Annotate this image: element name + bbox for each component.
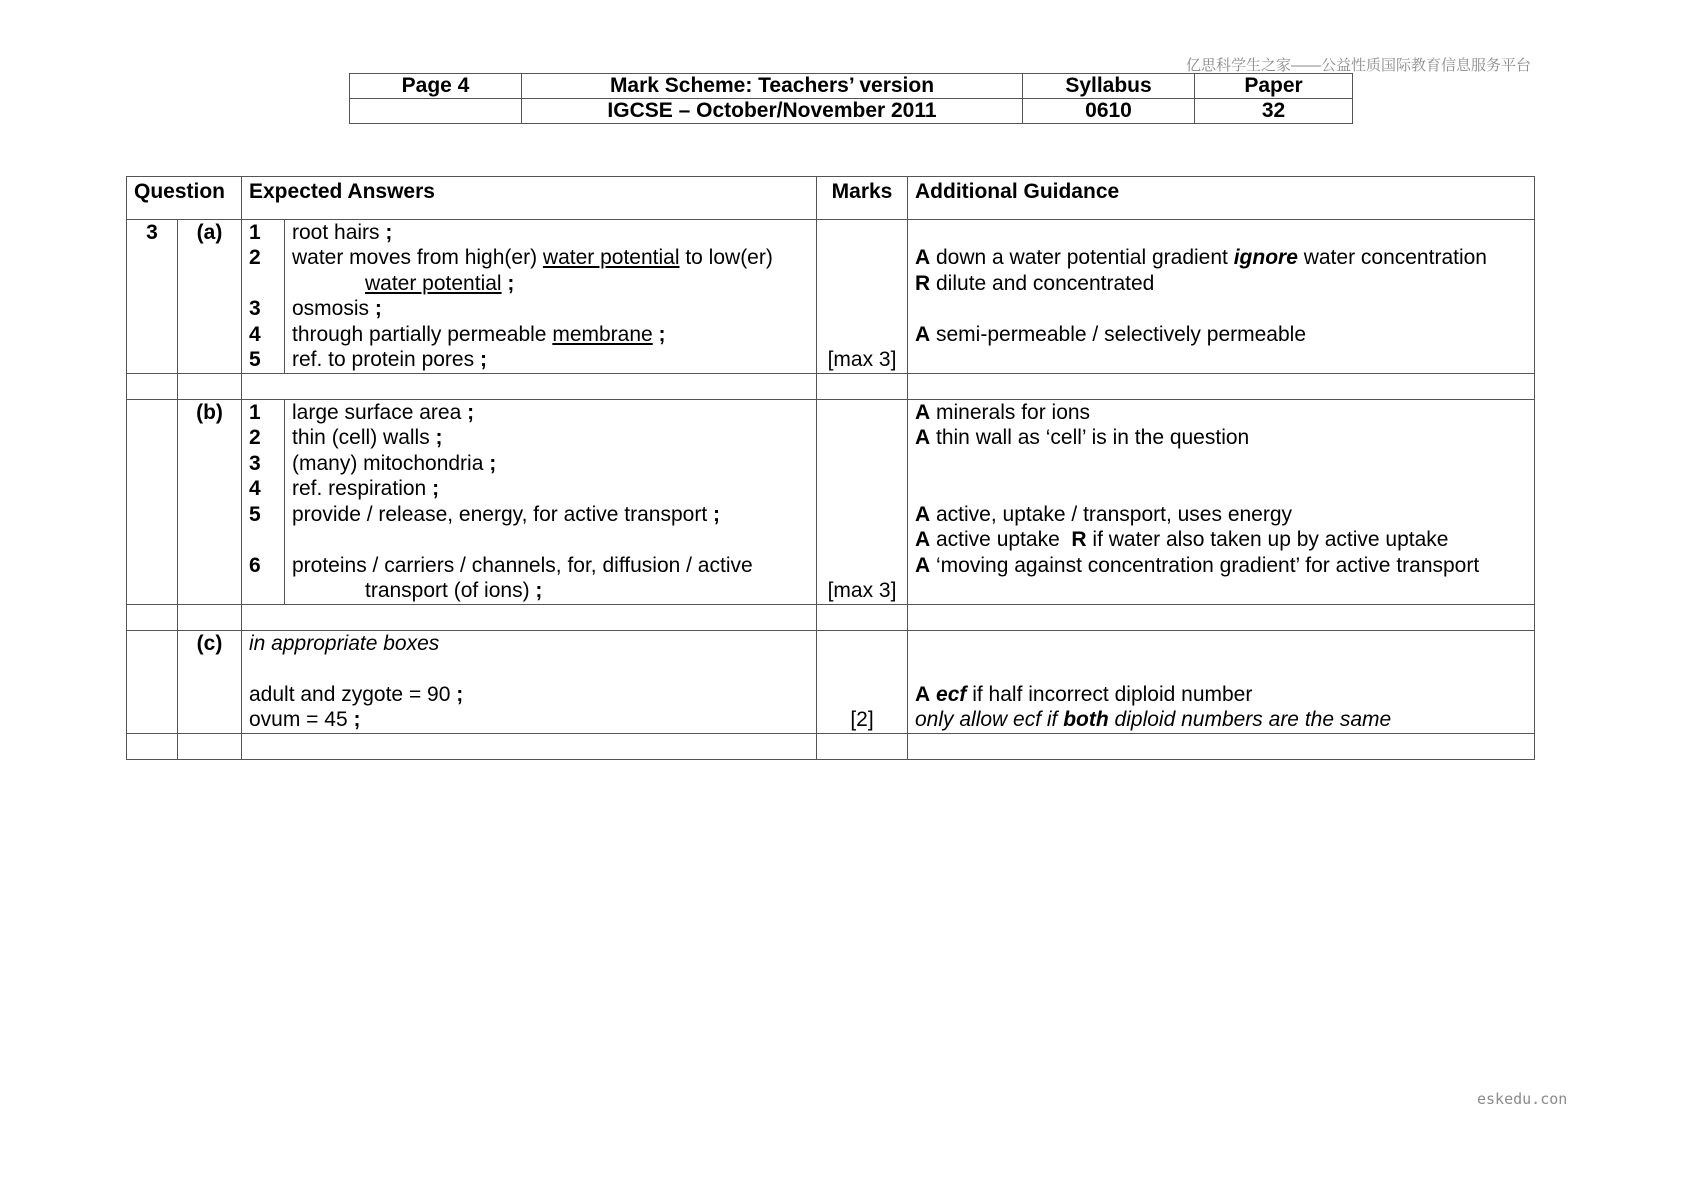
spacer-row [127,733,1535,759]
spacer-row [127,373,1535,399]
part-a-answers: root hairs ; water moves from high(er) water potential to low(er) water potential ; osmosis ; through partially permeable membrane ; ref. to protein pores ; [285,219,817,373]
part-b-marks: [max 3] [817,399,908,604]
part-a-numbers: 1 2 3 4 5 [242,219,285,373]
syllabus-label: Syllabus [1023,74,1195,99]
part-b-guidance: A minerals for ions A thin wall as ‘cell’ is in the question A active, uptake / transport, uses energy A active uptake R if water also taken up by active uptake A ‘moving against concentration gradient’ for active transport [908,399,1535,604]
part-b-numbers: 1 2 3 4 5 6 [242,399,285,604]
part-a-guidance: A down a water potential gradient ignore water concentration R dilute and concentrated A semi-permeable / selectively permeable [908,219,1535,373]
col-marks: Marks [817,177,908,220]
part-c-guidance: A ecf if half incorrect diploid number only allow ecf if both diploid numbers are the same [908,630,1535,733]
question-number: 3 [127,219,178,373]
watermark-bottom: eskedu.con [1477,1090,1568,1108]
page-number: Page 4 [350,74,522,99]
watermark-top: 亿思科学生之家——公益性质国际教育信息服务平台 [1186,57,1532,74]
paper-code: 32 [1195,99,1353,124]
part-b-answers: large surface area ; thin (cell) walls ; (many) mitochondria ; ref. respiration ; provide / release, energy, for active transport ; proteins / carriers / channels, for, diffusion / active transport (of ions) ; [285,399,817,604]
doc-subtitle: IGCSE – October/November 2011 [522,99,1023,124]
paper-label: Paper [1195,74,1353,99]
part-a-marks: [max 3] [817,219,908,373]
col-expected-answers: Expected Answers [242,177,817,220]
part-c-label: (c) [178,630,242,733]
doc-title: Mark Scheme: Teachers’ version [522,74,1023,99]
part-b-label: (b) [178,399,242,604]
mark-scheme-table [126,176,1535,760]
part-b-row [127,399,1535,604]
col-additional-guidance: Additional Guidance [908,177,1535,220]
table-header-row [127,177,1535,220]
part-a-label: (a) [178,219,242,373]
part-c-answers: in appropriate boxes adult and zygote = 90 ; ovum = 45 ; [242,630,817,733]
spacer-row [127,604,1535,630]
page-header-table [349,73,1353,124]
part-a-row [127,219,1535,373]
col-question: Question [127,177,242,220]
page-number-blank [350,99,522,124]
syllabus-code: 0610 [1023,99,1195,124]
part-c-row [127,630,1535,733]
part-c-marks: [2] [817,630,908,733]
